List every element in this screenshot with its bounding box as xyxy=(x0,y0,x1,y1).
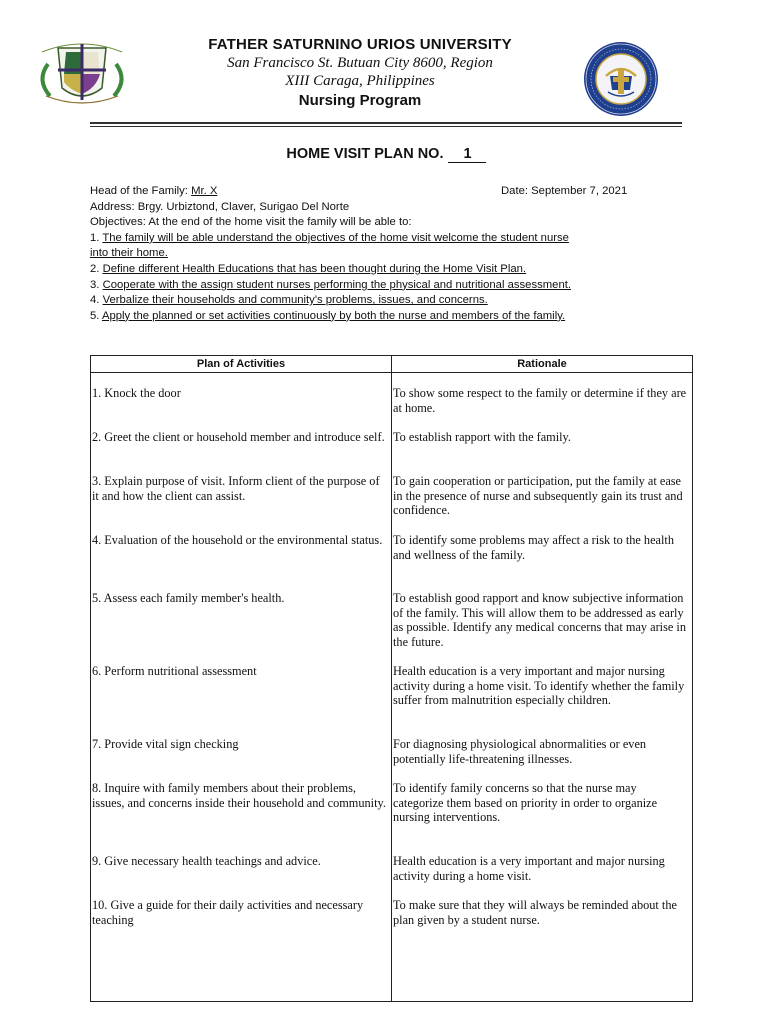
activity-cell: 9. Give necessary health teachings and advice. xyxy=(92,854,321,868)
visit-date xyxy=(501,184,627,200)
column-header-activities: Plan of Activities xyxy=(91,356,392,373)
date-label: Date: xyxy=(501,185,532,197)
objective-text: The family will be able understand the objectives of the home visit welcome the student nurse xyxy=(102,231,569,244)
objective-text-continued: into their home. xyxy=(90,247,168,260)
objective-item xyxy=(90,231,686,247)
activity-cell: 10. Give a guide for their daily activities and necessary teaching xyxy=(92,898,364,927)
activity-cell: 3. Explain purpose of visit. Inform client of the purpose of it and how the client can assist. xyxy=(92,474,380,503)
activity-cell: 8. Inquire with family members about their problems, issues, and concerns inside their household and community. xyxy=(92,781,386,810)
objective-number: 2. xyxy=(90,262,103,275)
objective-item xyxy=(90,278,686,294)
header-divider-thick xyxy=(90,122,682,124)
rationale-cell: To identify family concerns so that the nurse may categorize them based on priority in order to organize nursing interventions. xyxy=(393,781,658,825)
rationale-cell: To establish rapport with the family. xyxy=(393,430,571,444)
activity-cell: 4. Evaluation of the household or the environmental status. xyxy=(92,533,383,547)
university-seal-logo xyxy=(28,30,136,106)
rationale-cell: For diagnosing physiological abnormalities or even potentially life-threatening illnesses. xyxy=(393,737,647,766)
activity-cell: 6. Perform nutritional assessment xyxy=(92,664,257,678)
objective-number: 5. xyxy=(90,309,102,322)
rationale-cell: Health education is a very important and major nursing activity during a home visit. To identify whether the family suffer from malnutrition especially children. xyxy=(393,664,685,708)
objective-text: Verbalize their households and community's problems, issues, and concerns. xyxy=(102,294,488,307)
column-header-rationale: Rationale xyxy=(392,356,693,373)
address-value: Brgy. Urbiztond, Claver, Surigao Del Norte xyxy=(137,200,350,213)
objective-item xyxy=(90,262,686,278)
objective-item xyxy=(90,309,686,325)
rationale-cell: Health education is a very important and major nursing activity during a home visit. xyxy=(393,854,665,883)
rationale-column xyxy=(392,373,693,1002)
activity-cell: 7. Provide vital sign checking xyxy=(92,737,239,751)
head-of-family-label: Head of the Family: xyxy=(90,185,192,197)
activity-cell: 5. Assess each family member's health. xyxy=(92,591,285,605)
nursing-program-seal-logo xyxy=(582,40,660,118)
address-row xyxy=(90,200,686,216)
table-body-row xyxy=(91,373,693,1002)
university-name: FATHER SATURNINO URIOS UNIVERSITY xyxy=(208,36,512,53)
objective-number: 4. xyxy=(90,294,103,307)
activities-table xyxy=(90,355,693,1002)
rationale-cell: To show some respect to the family or determine if they are at home. xyxy=(393,386,687,415)
objectives-intro: Objectives: At the end of the home visit the family will be able to: xyxy=(90,216,412,229)
rationale-cell: To make sure that they will always be reminded about the plan given by a student nurse. xyxy=(393,898,677,927)
program-name: Nursing Program xyxy=(298,92,422,109)
table-header-row xyxy=(91,356,693,373)
rationale-cell: To gain cooperation or participation, put the family at ease in the presence of nurse and subsequently gain its trust and confidence. xyxy=(393,474,683,518)
plan-number: 1 xyxy=(448,146,486,163)
head-of-family-row xyxy=(90,184,686,200)
letterhead xyxy=(140,36,580,111)
date-value: September 7, 2021 xyxy=(531,185,628,197)
objective-number: 3. xyxy=(90,278,103,291)
rationale-cell: To establish good rapport and know subjective information of the family. This will allow them to be addressed as early as possible. Identify any medical concerns that may arise in the future. xyxy=(393,591,686,649)
address-line-2: XIII Caraga, Philippines xyxy=(285,73,435,89)
activities-column xyxy=(91,373,392,1002)
objective-item-continuation xyxy=(90,246,686,262)
header-divider-thin xyxy=(90,126,682,127)
title-prefix: HOME VISIT PLAN NO. xyxy=(286,146,448,162)
objective-item xyxy=(90,293,686,309)
family-info-block xyxy=(90,184,686,324)
head-of-family-value: Mr. X xyxy=(191,185,218,197)
activity-cell: 2. Greet the client or household member and introduce self. xyxy=(92,430,385,444)
objective-text: Cooperate with the assign student nurses performing the physical and nutritional assessment. xyxy=(102,278,572,291)
address-line-1: San Francisco St. Butuan City 8600, Region xyxy=(227,55,493,71)
address-label: Address: xyxy=(90,200,138,213)
document-title xyxy=(90,146,682,163)
objective-text: Apply the planned or set activities continuously by both the nurse and members of the family. xyxy=(101,309,566,322)
objective-number: 1. xyxy=(90,231,103,244)
activity-cell: 1. Knock the door xyxy=(92,386,181,400)
rationale-cell: To identify some problems may affect a risk to the health and wellness of the family. xyxy=(393,533,674,562)
objective-text: Define different Health Educations that has been thought during the Home Visit Plan. xyxy=(102,262,527,275)
